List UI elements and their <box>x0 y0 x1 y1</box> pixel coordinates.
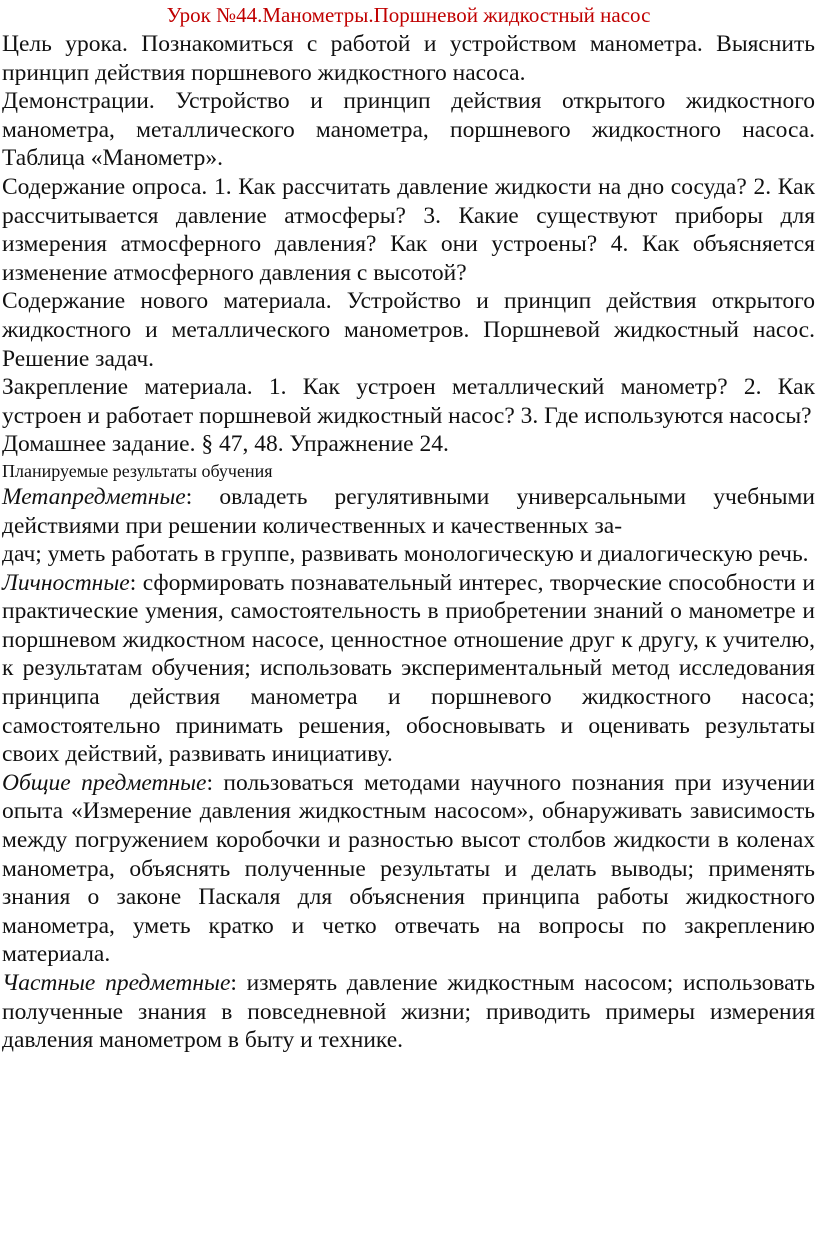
paragraph-survey: Содержание опроса. 1. Как рассчитать давление жидкости на дно сосуда? 2. Как рассчитывается давление атмосферы? 3. Какие существуют приборы для измерения атмосферного давления? Как они устроены? 4. Как объясняется изменение атмосферного давления с высотой? <box>2 173 815 286</box>
paragraph-demonstrations: Демонстрации. Устройство и принцип действия открытого жидкостного манометра, металлического манометра, поршневого жидкостного насоса. Таблица «Манометр». <box>2 88 815 172</box>
personal-label: Личностные <box>2 569 130 596</box>
results-heading: Планируемые результаты обучения <box>2 460 273 481</box>
metasubject-label: Метапредметные <box>2 483 186 510</box>
paragraph-consolidation: Закрепление материала. 1. Как устроен металлический манометр? 2. Как устроен и работает поршневой жидкостный насос? 3. Где используются насосы? <box>2 374 815 429</box>
paragraph-personal <box>2 569 815 769</box>
general-subject-text: : пользоваться методами научного познания при изучении опыта «Измерение давления жидкостным насосом», обнаруживать зависимость между погружением коробочки и разностью высот столбов жидкости в коленах манометра, объяснять полученные результаты и делать выводы; применять знания о законе Паскаля для объяснения принципа работы жидкостного манометра, уметь кратко и четко отвечать на вопросы по закреплению материала. <box>2 769 815 968</box>
paragraph-new-material: Содержание нового материала. Устройство и принцип действия открытого жидкостного и металлического манометров. Поршневой жидкостный насос. Решение задач. <box>2 288 815 372</box>
general-subject-label: Общие предметные <box>2 769 207 796</box>
personal-text: : сформировать познавательный интерес, творческие способности и практические умения, самостоятельность в приобретении знаний о манометре и поршневом жидкостном насосе, ценностное отношение друг к другу, к учителю, к результатам обучения; использовать экспериментальный метод исследования принципа действия манометра и поршневого жидкостного насоса; самостоятельно принимать решения, обосновывать и оценивать результаты своих действий, развивать инициативу. <box>2 569 815 768</box>
paragraph-homework: Домашнее задание. § 47, 48. Упражнение 24. <box>2 431 449 458</box>
particular-subject-label: Частные предметные <box>2 970 231 996</box>
particular-subject-text: : измерять давление жидкостным насосом; использовать полученные знания в повседневной жизни; приводить примеры измерения давления манометром в быту и технике. <box>2 970 815 1054</box>
paragraph-particular-subject <box>2 969 815 1055</box>
paragraph-metasubject <box>2 483 815 540</box>
lesson-title: Урок №44.Манометры.Поршневой жидкостный насос <box>166 3 651 27</box>
paragraph-metasubject-continued: дач; уметь работать в группе, развивать монологическую и диалогическую речь. <box>2 541 809 568</box>
paragraph-goal: Цель урока. Познакомиться с работой и устройством манометра. Выяснить принцип действия поршневого жидкостного насоса. <box>2 31 815 86</box>
paragraph-general-subject <box>2 769 815 969</box>
metasubject-text-1: : овладеть регулятивными универсальными учебными действиями при решении количественных и качественных за- <box>2 483 815 539</box>
